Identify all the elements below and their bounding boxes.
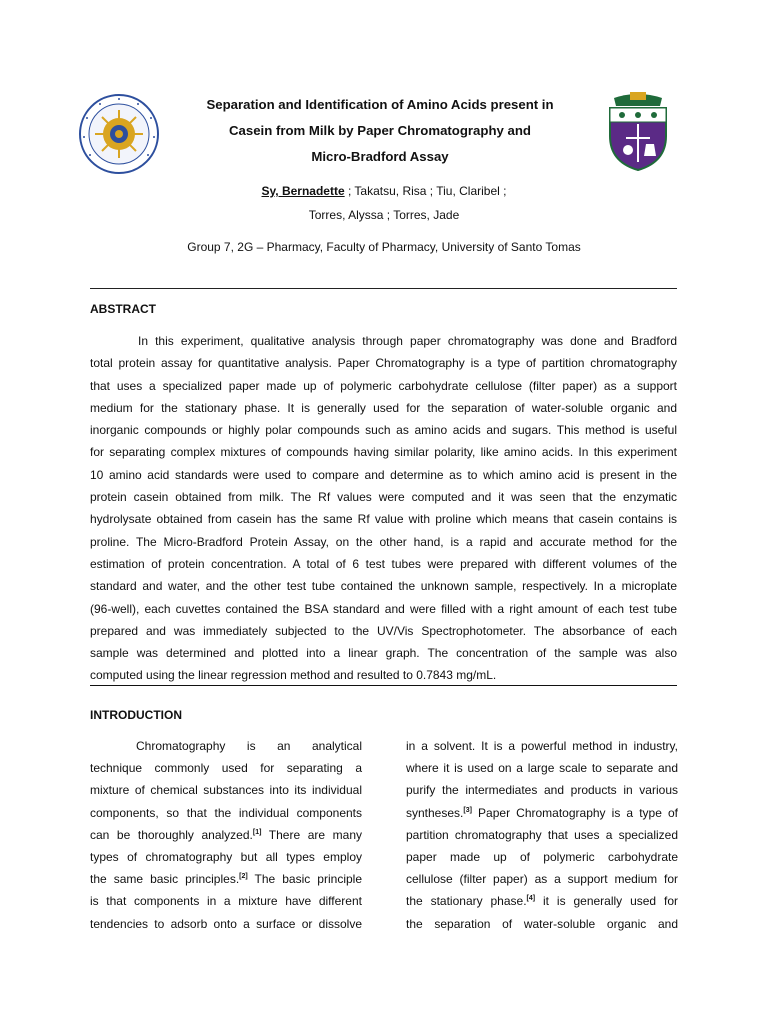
intro-line: in a solvent. It is a powerful method in industry, xyxy=(406,739,678,753)
intro-line: purify the intermediates and products in various xyxy=(406,783,678,798)
co-authors: ; Takatsu, Risa ; Tiu, Claribel ; xyxy=(344,184,507,198)
citation-ref: [2] xyxy=(239,873,248,881)
abstract-line: (96-well), each cuvettes contained the BSA standard and were filled with a right amount of each test tube xyxy=(90,601,677,616)
intro-text: the stationary phase. xyxy=(406,894,527,909)
citation-ref: [4] xyxy=(526,895,536,903)
citation-ref: [3] xyxy=(463,806,472,814)
intro-line: cellulose (filter paper) as a support medium for xyxy=(406,872,678,887)
abstract-body xyxy=(90,330,677,687)
introduction-heading: INTRODUCTION xyxy=(90,708,182,722)
paper-title xyxy=(170,92,590,170)
intro-line: where it is used on a large scale to separate and xyxy=(406,761,678,776)
university-seal-logo xyxy=(78,93,160,175)
divider xyxy=(90,288,677,289)
intro-line: components, so that the individual components xyxy=(90,805,362,820)
intro-text: the same basic principles. xyxy=(90,872,240,887)
abstract-line: that uses a specialized paper made up of polymeric carbohydrate cellulose (filter paper) as a support xyxy=(90,378,677,393)
introduction-left-column xyxy=(90,735,362,935)
abstract-line: protein casein obtained from milk. The Rf values were computed and it was seen that the enzymatic xyxy=(90,490,677,505)
title-line: Micro-Bradford Assay xyxy=(311,149,449,164)
author-line: Torres, Alyssa ; Torres, Jade xyxy=(308,208,460,222)
abstract-line: total protein assay for quantitative analysis. Paper Chromatography is a type of partition chromatography xyxy=(90,356,677,371)
abstract-line: for separating complex mixtures of compounds having similar polarity, like amino acids. In this experiment xyxy=(90,445,677,460)
author-line xyxy=(0,184,768,198)
divider xyxy=(90,685,677,686)
abstract-line: computed using the linear regression method and resulted to 0.7843 mg/mL. xyxy=(90,668,497,683)
intro-line: tendencies to adsorb onto a surface or dissolve xyxy=(90,916,362,931)
faculty-crest-logo xyxy=(600,92,676,172)
intro-text: can be thoroughly analyzed. xyxy=(90,827,253,842)
lead-author: Sy, Bernadette xyxy=(261,184,345,198)
abstract-line: inorganic compounds or highly polar compounds such as amino acids and sugars. This method is useful xyxy=(90,423,677,438)
intro-line: the separation of water-soluble organic and xyxy=(406,916,678,931)
intro-line xyxy=(90,868,362,890)
intro-text: it is generally used for xyxy=(535,894,679,909)
intro-line: Chromatography is an analytical xyxy=(136,739,362,753)
intro-line: partition chromatography that uses a specialized xyxy=(406,827,678,842)
intro-line: technique commonly used for separating a xyxy=(90,761,362,776)
intro-text: syntheses. xyxy=(406,805,464,820)
intro-line: mixture of chemical substances into its individual xyxy=(90,783,362,798)
intro-line xyxy=(90,824,362,846)
abstract-line: In this experiment, qualitative analysis through paper chromatography was done and Bradford xyxy=(138,334,677,348)
abstract-line: prepared and was immediately subjected to the UV/Vis Spectrophotometer. The absorbance of each xyxy=(90,623,677,638)
introduction-right-column xyxy=(406,735,678,935)
intro-line xyxy=(406,802,678,824)
intro-text: Paper Chromatography is a type of xyxy=(471,805,678,820)
abstract-line: standard and water, and the other test tube contained the unknown sample, respectively. In a microplate xyxy=(90,579,677,594)
intro-line xyxy=(406,890,678,912)
abstract-line: proline. The Micro-Bradford Protein Assay, on the other hand, is a rapid and accurate method for the xyxy=(90,534,677,549)
abstract-line: medium for the stationary phase. It is generally used for the separation of water-soluble organic and xyxy=(90,400,677,415)
affiliation: Group 7, 2G – Pharmacy, Faculty of Pharmacy, University of Santo Tomas xyxy=(187,240,581,254)
intro-text: The basic principle xyxy=(247,872,362,887)
abstract-heading: ABSTRACT xyxy=(90,302,156,316)
intro-line: types of chromatography but all types employ xyxy=(90,849,362,864)
intro-line: paper made up of polymeric carbohydrate xyxy=(406,849,678,864)
citation-ref: [1] xyxy=(252,828,262,836)
abstract-line: sample was determined and plotted into a linear graph. The concentration of the sample was also xyxy=(90,646,677,661)
intro-line: is that components in a mixture have different xyxy=(90,894,362,909)
title-line: Casein from Milk by Paper Chromatography and xyxy=(229,123,531,138)
abstract-line: estimation of protein concentration. A total of 6 test tubes were prepared with different volumes of the xyxy=(90,556,677,571)
abstract-line: 10 amino acid standards were used to compare and determine as to which amino acid is present in the xyxy=(90,467,677,482)
abstract-line: hydrolysate obtained from casein has the same Rf value with proline which means that casein contains is xyxy=(90,512,677,527)
intro-text: There are many xyxy=(261,827,362,842)
title-line: Separation and Identification of Amino Acids present in xyxy=(206,97,554,112)
